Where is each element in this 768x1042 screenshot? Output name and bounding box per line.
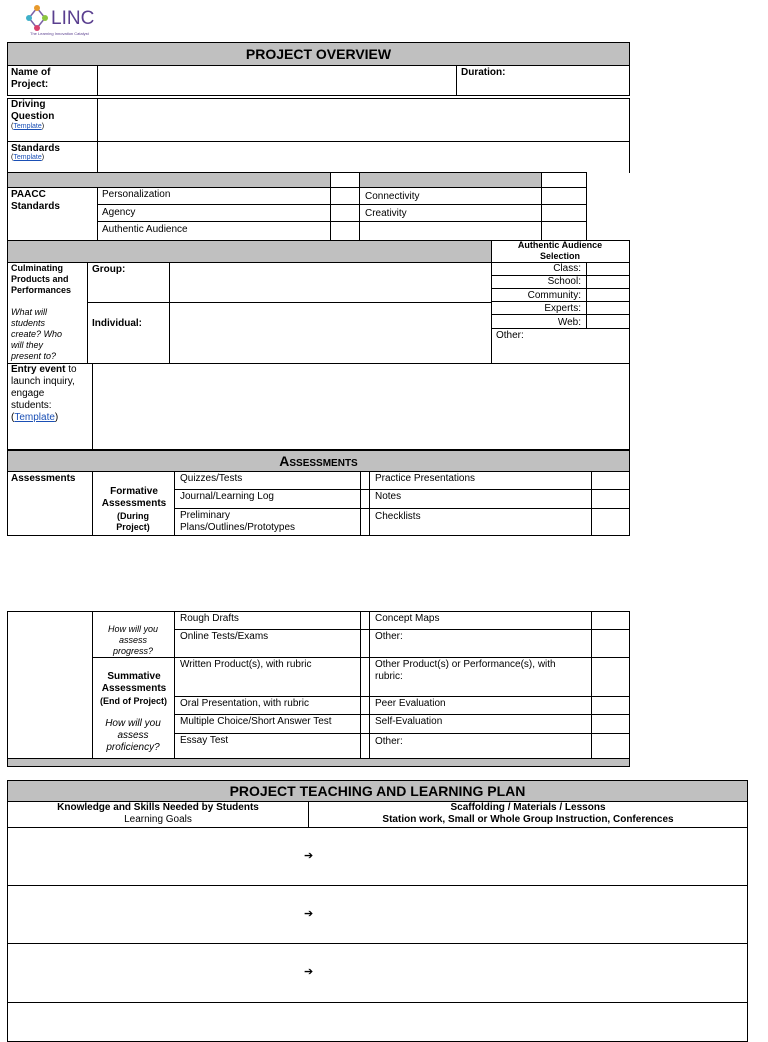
formative-check[interactable] [591,629,630,658]
project-overview-title: PROJECT OVERVIEW [245,46,392,62]
summative-item: Oral Presentation, with rubric [180,698,309,709]
paacc-check[interactable] [330,221,360,241]
assessments-row-label: Assessments [11,473,76,484]
summative-check[interactable] [591,696,630,715]
summative-sub: (End of Project) [100,696,167,706]
standards-field[interactable] [97,141,630,173]
individual-label-cell [87,302,170,364]
network-icon [24,3,50,33]
driving-question-label: Driving Question [11,99,55,122]
name-of-project-field[interactable] [97,65,457,96]
formative-row [369,489,592,509]
teaching-plan-title: PROJECT TEACHING AND LEARNING PLAN [229,783,526,799]
paacc-check[interactable] [541,221,587,241]
paacc-creativity: Creativity [365,208,407,219]
individual-label: Individual: [92,318,142,329]
paacc-agency: Agency [102,207,136,218]
audience-check[interactable] [586,314,630,329]
audience-class: Class: [553,263,581,274]
group-field[interactable] [169,262,492,303]
formative-item: Preliminary Plans/Outlines/Prototypes [180,510,296,533]
entry-event-field[interactable] [92,363,630,450]
audience-check[interactable] [586,275,630,289]
formative-item: Quizzes/Tests [180,473,243,484]
logo-tagline: The Learning Innovation Catalyst [30,31,89,36]
teaching-row[interactable] [7,943,748,1003]
formative-check[interactable] [591,508,630,536]
summative-prompt: How will you assess proficiency? [105,718,161,753]
formative-item: Concept Maps [375,613,440,624]
arrow-icon: ➔ [304,908,314,920]
summative-label: Summative Assessments [101,671,167,694]
standards-label: Standards [11,143,60,154]
duration-label: Duration: [461,67,506,78]
culminating-label: Culminating Products and Performances [11,263,72,295]
audience-experts: Experts: [544,303,581,314]
summative-item: Essay Test [180,735,229,746]
driving-question-template-link[interactable]: Template [13,123,42,130]
audience-check[interactable] [586,262,630,276]
audience-school: School: [547,276,581,287]
teaching-row[interactable] [7,1002,748,1042]
audience-check[interactable] [586,301,630,315]
summative-item: Self-Evaluation [375,716,443,727]
teaching-right-sub: Station work, Small or Whole Group Instruction, Conferences [382,814,674,825]
logo-text: LINC [51,8,95,29]
summative-item: Other Product(s) or Performance(s), with rubric: [375,659,556,682]
summative-item: Peer Evaluation [375,698,446,709]
formative-check[interactable] [591,471,630,490]
group-label: Group: [92,264,126,275]
formative-check[interactable] [591,489,630,509]
linc-logo [24,3,114,37]
entry-event-template-link[interactable]: Template [14,412,55,423]
assessments-title: Assessments [279,453,358,469]
paacc-gray-bar [7,172,331,188]
formative-item: Checklists [375,511,421,522]
teaching-left-sub: Learning Goals [124,814,192,825]
formative-prompt: How will you assess progress? [107,624,158,656]
paacc-check[interactable] [330,187,360,205]
name-of-project-label: Name of Project: [11,67,51,90]
paacc-authentic-audience: Authentic Audience [102,224,188,235]
audience-community: Community: [527,290,581,301]
teaching-row[interactable] [7,885,748,944]
summative-check[interactable] [591,714,630,734]
culminating-prompt: What will students create? Who will they present to? [11,307,63,361]
teaching-right-header: Scaffolding / Materials / Lessons [450,802,606,813]
formative-item: Rough Drafts [180,613,239,624]
formative-item: Journal/Learning Log [180,491,274,502]
driving-question-template: (Template) [11,123,45,130]
assessments-header [7,450,630,472]
formative-item: Other: [375,631,403,642]
standards-template-link[interactable]: Template [13,154,42,161]
formative-check[interactable] [591,611,630,630]
paacc-check-header-1 [330,172,360,188]
formative-sub: (During Project) [116,511,150,532]
culminating-gray-bar [7,240,492,263]
arrow-icon: ➔ [304,850,314,862]
audience-other: Other: [496,330,524,341]
paacc-check[interactable] [330,204,360,222]
driving-question-field[interactable] [97,98,630,142]
entry-event-label: Entry event to launch inquiry, engage students: (Template) [11,364,77,423]
formative-label: Formative Assessments [101,486,167,509]
paacc-check[interactable] [541,204,587,222]
audience-title: Authentic Audience Selection [517,240,603,261]
summative-check[interactable] [591,657,630,697]
summative-item: Other: [375,736,403,747]
formative-item: Notes [375,491,402,502]
formative-item: Online Tests/Exams [180,631,269,642]
arrow-icon: ➔ [304,966,314,978]
assessments-label-cell-cont [7,611,93,759]
teaching-left-header: Knowledge and Skills Needed by Students [57,802,259,813]
teaching-row[interactable] [7,827,748,886]
paacc-label: PAACC Standards [11,189,60,212]
assessments-footer-bar [7,758,630,767]
audience-check[interactable] [586,288,630,302]
paacc-right-row-empty [359,221,542,241]
teaching-plan-header [7,780,748,802]
paacc-personalization: Personalization [102,189,171,200]
individual-field[interactable] [169,302,492,364]
standards-template: (Template) [11,154,45,161]
summative-item: Written Product(s), with rubric [180,659,312,670]
paacc-check-header-2 [541,172,587,188]
paacc-connectivity: Connectivity [365,191,420,202]
audience-web: Web: [557,317,581,328]
summative-item: Multiple Choice/Short Answer Test [180,716,332,727]
project-overview-header [7,42,630,66]
formative-item: Practice Presentations [375,473,476,484]
summative-check[interactable] [591,733,630,759]
paacc-gray-bar-right [359,172,542,188]
paacc-check[interactable] [541,187,587,205]
